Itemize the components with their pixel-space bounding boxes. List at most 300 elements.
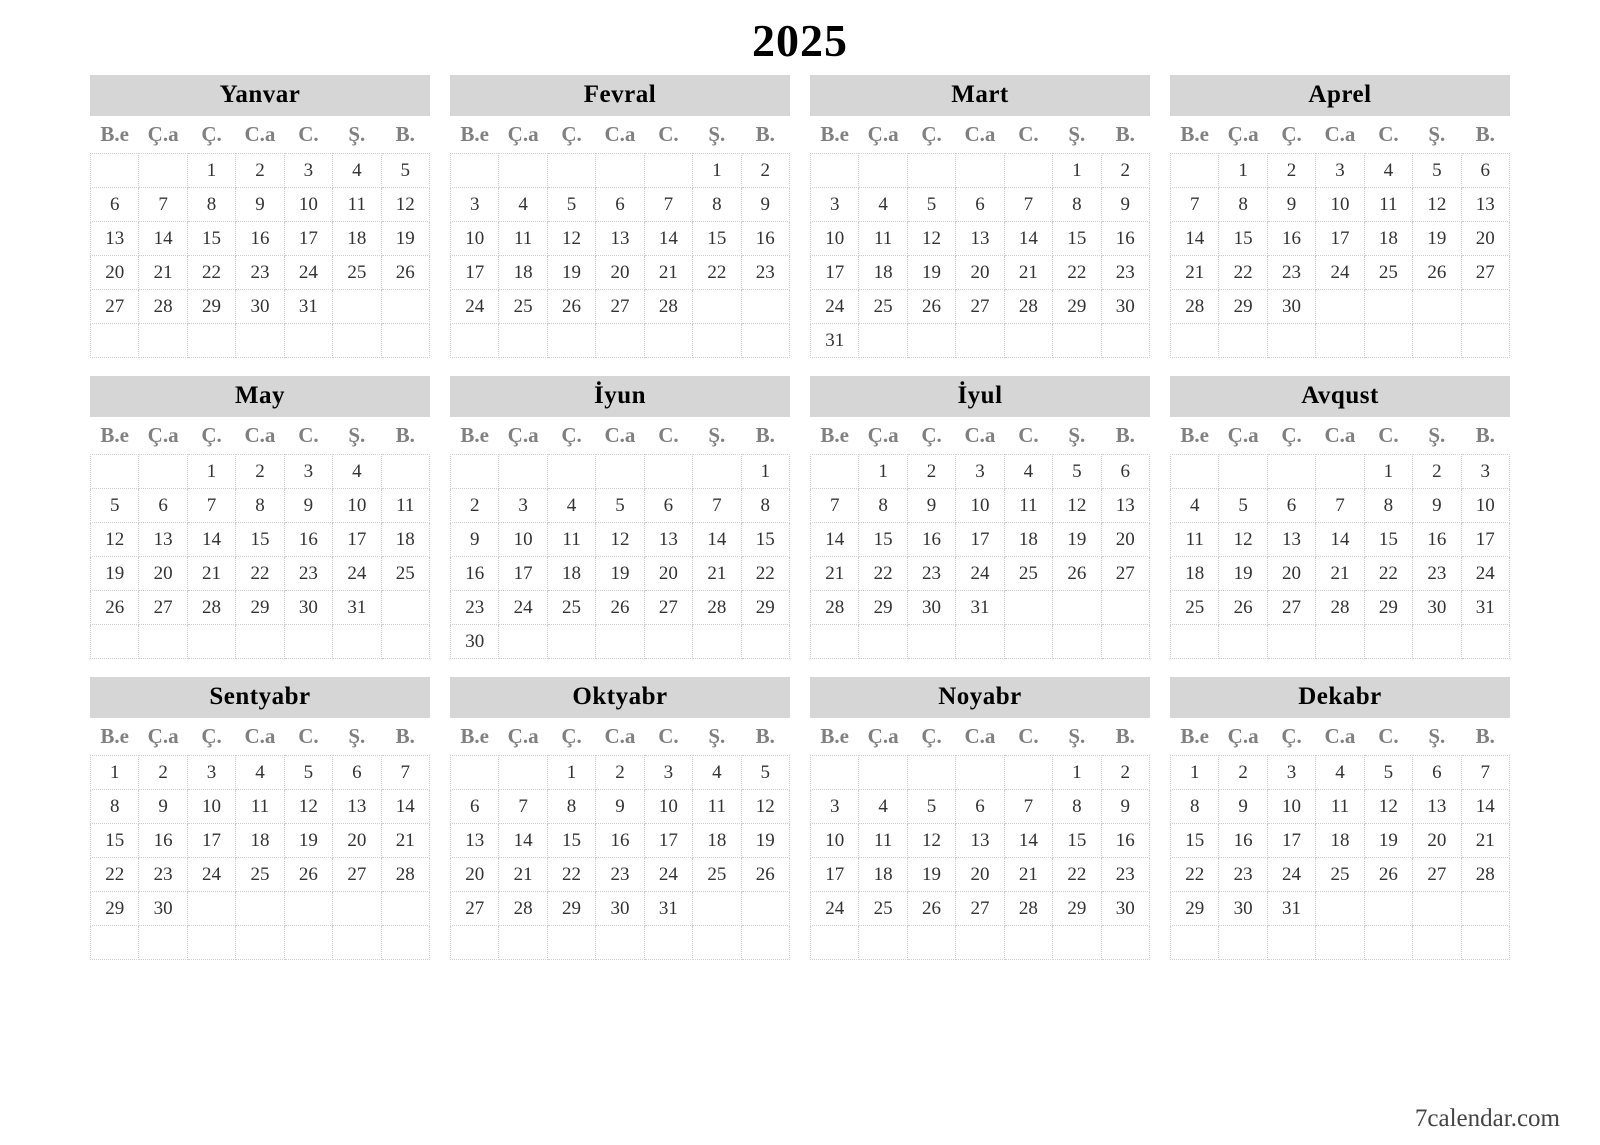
day-cell[interactable]: 24 — [1267, 858, 1315, 892]
day-cell[interactable]: 12 — [1413, 188, 1461, 222]
day-cell[interactable]: 16 — [1413, 523, 1461, 557]
day-cell[interactable]: 3 — [811, 188, 859, 222]
day-cell[interactable]: 25 — [333, 256, 381, 290]
day-cell[interactable]: 15 — [1364, 523, 1412, 557]
day-cell[interactable]: 11 — [499, 222, 547, 256]
day-cell[interactable]: 27 — [91, 290, 139, 324]
day-cell[interactable]: 4 — [333, 455, 381, 489]
day-cell[interactable]: 2 — [451, 489, 499, 523]
day-cell[interactable]: 26 — [381, 256, 429, 290]
day-cell[interactable]: 2 — [741, 154, 789, 188]
day-cell[interactable]: 21 — [1004, 858, 1052, 892]
day-cell[interactable]: 17 — [1267, 824, 1315, 858]
day-cell[interactable]: 17 — [956, 523, 1004, 557]
day-cell[interactable]: 22 — [741, 557, 789, 591]
day-cell[interactable]: 18 — [381, 523, 429, 557]
day-cell[interactable]: 16 — [1219, 824, 1267, 858]
day-cell[interactable]: 10 — [499, 523, 547, 557]
day-cell[interactable]: 2 — [596, 756, 644, 790]
day-cell[interactable]: 22 — [547, 858, 595, 892]
day-cell[interactable]: 21 — [187, 557, 235, 591]
day-cell[interactable]: 19 — [907, 858, 955, 892]
day-cell[interactable]: 25 — [499, 290, 547, 324]
day-cell[interactable]: 9 — [1219, 790, 1267, 824]
day-cell[interactable]: 29 — [1053, 892, 1101, 926]
day-cell[interactable]: 19 — [1413, 222, 1461, 256]
day-cell[interactable]: 4 — [1316, 756, 1364, 790]
day-cell[interactable]: 13 — [644, 523, 692, 557]
day-cell[interactable]: 19 — [1364, 824, 1412, 858]
day-cell[interactable]: 29 — [547, 892, 595, 926]
day-cell[interactable]: 19 — [284, 824, 332, 858]
day-cell[interactable]: 17 — [451, 256, 499, 290]
day-cell[interactable]: 29 — [1053, 290, 1101, 324]
day-cell[interactable]: 18 — [1316, 824, 1364, 858]
day-cell[interactable]: 28 — [811, 591, 859, 625]
day-cell[interactable]: 18 — [547, 557, 595, 591]
day-cell[interactable]: 16 — [596, 824, 644, 858]
day-cell[interactable]: 5 — [91, 489, 139, 523]
day-cell[interactable]: 16 — [451, 557, 499, 591]
day-cell[interactable]: 4 — [693, 756, 741, 790]
day-cell[interactable]: 4 — [236, 756, 284, 790]
day-cell[interactable]: 4 — [547, 489, 595, 523]
day-cell[interactable]: 3 — [956, 455, 1004, 489]
day-cell[interactable]: 5 — [1413, 154, 1461, 188]
day-cell[interactable]: 30 — [284, 591, 332, 625]
day-cell[interactable]: 2 — [1267, 154, 1315, 188]
day-cell[interactable]: 13 — [596, 222, 644, 256]
day-cell[interactable]: 18 — [1004, 523, 1052, 557]
day-cell[interactable]: 11 — [859, 824, 907, 858]
day-cell[interactable]: 17 — [811, 256, 859, 290]
day-cell[interactable]: 15 — [1219, 222, 1267, 256]
day-cell[interactable]: 13 — [451, 824, 499, 858]
day-cell[interactable]: 17 — [644, 824, 692, 858]
day-cell[interactable]: 6 — [956, 790, 1004, 824]
day-cell[interactable]: 1 — [1053, 154, 1101, 188]
day-cell[interactable]: 21 — [1316, 557, 1364, 591]
day-cell[interactable]: 30 — [1413, 591, 1461, 625]
day-cell[interactable]: 25 — [547, 591, 595, 625]
day-cell[interactable]: 8 — [741, 489, 789, 523]
day-cell[interactable]: 14 — [644, 222, 692, 256]
day-cell[interactable]: 11 — [547, 523, 595, 557]
day-cell[interactable]: 24 — [187, 858, 235, 892]
day-cell[interactable]: 20 — [1101, 523, 1149, 557]
day-cell[interactable]: 21 — [499, 858, 547, 892]
day-cell[interactable]: 2 — [236, 154, 284, 188]
day-cell[interactable]: 16 — [1101, 824, 1149, 858]
day-cell[interactable]: 4 — [859, 790, 907, 824]
day-cell[interactable]: 26 — [596, 591, 644, 625]
day-cell[interactable]: 15 — [741, 523, 789, 557]
day-cell[interactable]: 29 — [236, 591, 284, 625]
day-cell[interactable]: 7 — [811, 489, 859, 523]
day-cell[interactable]: 12 — [741, 790, 789, 824]
day-cell[interactable]: 7 — [1461, 756, 1509, 790]
day-cell[interactable]: 23 — [741, 256, 789, 290]
day-cell[interactable]: 19 — [547, 256, 595, 290]
day-cell[interactable]: 25 — [236, 858, 284, 892]
day-cell[interactable]: 26 — [907, 892, 955, 926]
day-cell[interactable]: 5 — [381, 154, 429, 188]
day-cell[interactable]: 30 — [1101, 892, 1149, 926]
day-cell[interactable]: 24 — [644, 858, 692, 892]
day-cell[interactable]: 17 — [1461, 523, 1509, 557]
day-cell[interactable]: 29 — [91, 892, 139, 926]
day-cell[interactable]: 6 — [596, 188, 644, 222]
day-cell[interactable]: 9 — [1101, 188, 1149, 222]
day-cell[interactable]: 21 — [139, 256, 187, 290]
day-cell[interactable]: 7 — [693, 489, 741, 523]
day-cell[interactable]: 11 — [1316, 790, 1364, 824]
day-cell[interactable]: 10 — [1461, 489, 1509, 523]
day-cell[interactable]: 31 — [644, 892, 692, 926]
day-cell[interactable]: 4 — [1004, 455, 1052, 489]
day-cell[interactable]: 9 — [1413, 489, 1461, 523]
day-cell[interactable]: 1 — [859, 455, 907, 489]
day-cell[interactable]: 27 — [1101, 557, 1149, 591]
day-cell[interactable]: 29 — [1219, 290, 1267, 324]
day-cell[interactable]: 28 — [644, 290, 692, 324]
day-cell[interactable]: 20 — [644, 557, 692, 591]
day-cell[interactable]: 3 — [811, 790, 859, 824]
day-cell[interactable]: 9 — [139, 790, 187, 824]
day-cell[interactable]: 23 — [1267, 256, 1315, 290]
day-cell[interactable]: 12 — [907, 222, 955, 256]
day-cell[interactable]: 18 — [693, 824, 741, 858]
day-cell[interactable]: 11 — [1004, 489, 1052, 523]
day-cell[interactable]: 25 — [693, 858, 741, 892]
day-cell[interactable]: 3 — [644, 756, 692, 790]
day-cell[interactable]: 28 — [1316, 591, 1364, 625]
day-cell[interactable]: 10 — [451, 222, 499, 256]
day-cell[interactable]: 28 — [381, 858, 429, 892]
day-cell[interactable]: 25 — [1316, 858, 1364, 892]
day-cell[interactable]: 24 — [499, 591, 547, 625]
day-cell[interactable]: 1 — [187, 154, 235, 188]
day-cell[interactable]: 28 — [139, 290, 187, 324]
day-cell[interactable]: 20 — [451, 858, 499, 892]
day-cell[interactable]: 5 — [1364, 756, 1412, 790]
day-cell[interactable]: 26 — [1364, 858, 1412, 892]
day-cell[interactable]: 10 — [333, 489, 381, 523]
day-cell[interactable]: 20 — [956, 858, 1004, 892]
day-cell[interactable]: 10 — [1316, 188, 1364, 222]
day-cell[interactable]: 23 — [1101, 858, 1149, 892]
day-cell[interactable]: 6 — [1101, 455, 1149, 489]
day-cell[interactable]: 28 — [499, 892, 547, 926]
day-cell[interactable]: 30 — [596, 892, 644, 926]
day-cell[interactable]: 19 — [596, 557, 644, 591]
day-cell[interactable]: 24 — [956, 557, 1004, 591]
day-cell[interactable]: 13 — [1413, 790, 1461, 824]
day-cell[interactable]: 9 — [284, 489, 332, 523]
day-cell[interactable]: 2 — [1101, 154, 1149, 188]
day-cell[interactable]: 28 — [693, 591, 741, 625]
day-cell[interactable]: 1 — [1219, 154, 1267, 188]
day-cell[interactable]: 28 — [1004, 892, 1052, 926]
day-cell[interactable]: 10 — [811, 824, 859, 858]
day-cell[interactable]: 22 — [236, 557, 284, 591]
day-cell[interactable]: 8 — [1219, 188, 1267, 222]
day-cell[interactable]: 14 — [693, 523, 741, 557]
day-cell[interactable]: 20 — [333, 824, 381, 858]
day-cell[interactable]: 12 — [381, 188, 429, 222]
day-cell[interactable]: 2 — [1101, 756, 1149, 790]
day-cell[interactable]: 27 — [451, 892, 499, 926]
day-cell[interactable]: 11 — [333, 188, 381, 222]
day-cell[interactable]: 21 — [811, 557, 859, 591]
day-cell[interactable]: 4 — [1171, 489, 1219, 523]
day-cell[interactable]: 28 — [1461, 858, 1509, 892]
day-cell[interactable]: 18 — [236, 824, 284, 858]
day-cell[interactable]: 8 — [91, 790, 139, 824]
day-cell[interactable]: 25 — [1171, 591, 1219, 625]
day-cell[interactable]: 22 — [693, 256, 741, 290]
day-cell[interactable]: 13 — [1461, 188, 1509, 222]
day-cell[interactable]: 5 — [741, 756, 789, 790]
day-cell[interactable]: 16 — [741, 222, 789, 256]
day-cell[interactable]: 15 — [1171, 824, 1219, 858]
day-cell[interactable]: 9 — [741, 188, 789, 222]
day-cell[interactable]: 26 — [547, 290, 595, 324]
day-cell[interactable]: 14 — [381, 790, 429, 824]
day-cell[interactable]: 22 — [187, 256, 235, 290]
day-cell[interactable]: 23 — [1219, 858, 1267, 892]
day-cell[interactable]: 21 — [1171, 256, 1219, 290]
day-cell[interactable]: 12 — [1053, 489, 1101, 523]
day-cell[interactable]: 30 — [1219, 892, 1267, 926]
day-cell[interactable]: 12 — [1219, 523, 1267, 557]
day-cell[interactable]: 17 — [811, 858, 859, 892]
day-cell[interactable]: 14 — [499, 824, 547, 858]
day-cell[interactable]: 8 — [693, 188, 741, 222]
day-cell[interactable]: 14 — [811, 523, 859, 557]
day-cell[interactable]: 20 — [91, 256, 139, 290]
day-cell[interactable]: 27 — [1413, 858, 1461, 892]
day-cell[interactable]: 29 — [187, 290, 235, 324]
day-cell[interactable]: 22 — [859, 557, 907, 591]
day-cell[interactable]: 2 — [139, 756, 187, 790]
day-cell[interactable]: 20 — [956, 256, 1004, 290]
day-cell[interactable]: 21 — [1004, 256, 1052, 290]
day-cell[interactable]: 1 — [547, 756, 595, 790]
day-cell[interactable]: 26 — [741, 858, 789, 892]
day-cell[interactable]: 23 — [139, 858, 187, 892]
day-cell[interactable]: 15 — [693, 222, 741, 256]
day-cell[interactable]: 2 — [236, 455, 284, 489]
day-cell[interactable]: 14 — [1004, 222, 1052, 256]
day-cell[interactable]: 6 — [1461, 154, 1509, 188]
day-cell[interactable]: 30 — [236, 290, 284, 324]
day-cell[interactable]: 27 — [956, 290, 1004, 324]
day-cell[interactable]: 11 — [1171, 523, 1219, 557]
day-cell[interactable]: 8 — [1364, 489, 1412, 523]
day-cell[interactable]: 19 — [907, 256, 955, 290]
day-cell[interactable]: 15 — [547, 824, 595, 858]
day-cell[interactable]: 5 — [1053, 455, 1101, 489]
day-cell[interactable]: 6 — [333, 756, 381, 790]
day-cell[interactable]: 31 — [333, 591, 381, 625]
day-cell[interactable]: 30 — [1101, 290, 1149, 324]
day-cell[interactable]: 2 — [1413, 455, 1461, 489]
day-cell[interactable]: 5 — [596, 489, 644, 523]
day-cell[interactable]: 9 — [1101, 790, 1149, 824]
day-cell[interactable]: 8 — [187, 188, 235, 222]
day-cell[interactable]: 8 — [1053, 188, 1101, 222]
day-cell[interactable]: 3 — [451, 188, 499, 222]
day-cell[interactable]: 1 — [693, 154, 741, 188]
day-cell[interactable]: 1 — [91, 756, 139, 790]
day-cell[interactable]: 25 — [381, 557, 429, 591]
day-cell[interactable]: 16 — [907, 523, 955, 557]
day-cell[interactable]: 23 — [907, 557, 955, 591]
day-cell[interactable]: 16 — [139, 824, 187, 858]
day-cell[interactable]: 21 — [693, 557, 741, 591]
day-cell[interactable]: 24 — [1316, 256, 1364, 290]
day-cell[interactable]: 5 — [1219, 489, 1267, 523]
day-cell[interactable]: 12 — [547, 222, 595, 256]
day-cell[interactable]: 24 — [284, 256, 332, 290]
day-cell[interactable]: 24 — [333, 557, 381, 591]
day-cell[interactable]: 29 — [1364, 591, 1412, 625]
day-cell[interactable]: 4 — [1364, 154, 1412, 188]
day-cell[interactable]: 7 — [1171, 188, 1219, 222]
day-cell[interactable]: 23 — [284, 557, 332, 591]
day-cell[interactable]: 31 — [1267, 892, 1315, 926]
day-cell[interactable]: 13 — [139, 523, 187, 557]
day-cell[interactable]: 2 — [1219, 756, 1267, 790]
day-cell[interactable]: 4 — [333, 154, 381, 188]
day-cell[interactable]: 26 — [907, 290, 955, 324]
day-cell[interactable]: 24 — [451, 290, 499, 324]
day-cell[interactable]: 14 — [139, 222, 187, 256]
day-cell[interactable]: 21 — [644, 256, 692, 290]
day-cell[interactable]: 22 — [1364, 557, 1412, 591]
day-cell[interactable]: 15 — [859, 523, 907, 557]
day-cell[interactable]: 23 — [1413, 557, 1461, 591]
day-cell[interactable]: 24 — [1461, 557, 1509, 591]
day-cell[interactable]: 23 — [236, 256, 284, 290]
day-cell[interactable]: 27 — [1267, 591, 1315, 625]
day-cell[interactable]: 18 — [333, 222, 381, 256]
day-cell[interactable]: 27 — [644, 591, 692, 625]
day-cell[interactable]: 26 — [1053, 557, 1101, 591]
day-cell[interactable]: 24 — [811, 290, 859, 324]
day-cell[interactable]: 22 — [91, 858, 139, 892]
day-cell[interactable]: 9 — [1267, 188, 1315, 222]
day-cell[interactable]: 3 — [284, 455, 332, 489]
day-cell[interactable]: 9 — [907, 489, 955, 523]
day-cell[interactable]: 14 — [1461, 790, 1509, 824]
day-cell[interactable]: 6 — [1413, 756, 1461, 790]
day-cell[interactable]: 13 — [1267, 523, 1315, 557]
day-cell[interactable]: 1 — [741, 455, 789, 489]
day-cell[interactable]: 13 — [956, 222, 1004, 256]
day-cell[interactable]: 29 — [1171, 892, 1219, 926]
day-cell[interactable]: 21 — [381, 824, 429, 858]
day-cell[interactable]: 6 — [956, 188, 1004, 222]
day-cell[interactable]: 16 — [1101, 222, 1149, 256]
day-cell[interactable]: 17 — [187, 824, 235, 858]
day-cell[interactable]: 11 — [693, 790, 741, 824]
day-cell[interactable]: 27 — [956, 892, 1004, 926]
day-cell[interactable]: 31 — [811, 324, 859, 358]
day-cell[interactable]: 23 — [596, 858, 644, 892]
day-cell[interactable]: 1 — [1364, 455, 1412, 489]
day-cell[interactable]: 12 — [91, 523, 139, 557]
day-cell[interactable]: 10 — [1267, 790, 1315, 824]
day-cell[interactable]: 8 — [1053, 790, 1101, 824]
day-cell[interactable]: 5 — [907, 790, 955, 824]
day-cell[interactable]: 29 — [741, 591, 789, 625]
day-cell[interactable]: 12 — [907, 824, 955, 858]
day-cell[interactable]: 11 — [381, 489, 429, 523]
day-cell[interactable]: 30 — [451, 625, 499, 659]
day-cell[interactable]: 7 — [381, 756, 429, 790]
day-cell[interactable]: 15 — [1053, 222, 1101, 256]
day-cell[interactable]: 7 — [1316, 489, 1364, 523]
day-cell[interactable]: 13 — [1101, 489, 1149, 523]
day-cell[interactable]: 27 — [139, 591, 187, 625]
day-cell[interactable]: 13 — [333, 790, 381, 824]
day-cell[interactable]: 15 — [91, 824, 139, 858]
day-cell[interactable]: 18 — [1171, 557, 1219, 591]
day-cell[interactable]: 26 — [1413, 256, 1461, 290]
day-cell[interactable]: 18 — [1364, 222, 1412, 256]
day-cell[interactable]: 17 — [1316, 222, 1364, 256]
day-cell[interactable]: 7 — [644, 188, 692, 222]
day-cell[interactable]: 14 — [1316, 523, 1364, 557]
day-cell[interactable]: 6 — [139, 489, 187, 523]
day-cell[interactable]: 15 — [1053, 824, 1101, 858]
day-cell[interactable]: 14 — [187, 523, 235, 557]
day-cell[interactable]: 2 — [907, 455, 955, 489]
day-cell[interactable]: 19 — [1053, 523, 1101, 557]
day-cell[interactable]: 19 — [381, 222, 429, 256]
day-cell[interactable]: 13 — [956, 824, 1004, 858]
day-cell[interactable]: 18 — [499, 256, 547, 290]
day-cell[interactable]: 30 — [139, 892, 187, 926]
day-cell[interactable]: 9 — [596, 790, 644, 824]
day-cell[interactable]: 23 — [451, 591, 499, 625]
day-cell[interactable]: 22 — [1171, 858, 1219, 892]
day-cell[interactable]: 10 — [284, 188, 332, 222]
day-cell[interactable]: 5 — [547, 188, 595, 222]
day-cell[interactable]: 12 — [596, 523, 644, 557]
day-cell[interactable]: 1 — [1053, 756, 1101, 790]
day-cell[interactable]: 1 — [1171, 756, 1219, 790]
day-cell[interactable]: 14 — [1004, 824, 1052, 858]
day-cell[interactable]: 10 — [187, 790, 235, 824]
day-cell[interactable]: 28 — [1171, 290, 1219, 324]
day-cell[interactable]: 22 — [1053, 256, 1101, 290]
day-cell[interactable]: 25 — [859, 290, 907, 324]
day-cell[interactable]: 4 — [859, 188, 907, 222]
day-cell[interactable]: 10 — [811, 222, 859, 256]
day-cell[interactable]: 8 — [1171, 790, 1219, 824]
day-cell[interactable]: 5 — [284, 756, 332, 790]
day-cell[interactable]: 3 — [284, 154, 332, 188]
day-cell[interactable]: 16 — [284, 523, 332, 557]
day-cell[interactable]: 5 — [907, 188, 955, 222]
day-cell[interactable]: 11 — [236, 790, 284, 824]
day-cell[interactable]: 6 — [451, 790, 499, 824]
day-cell[interactable]: 14 — [1171, 222, 1219, 256]
day-cell[interactable]: 23 — [1101, 256, 1149, 290]
